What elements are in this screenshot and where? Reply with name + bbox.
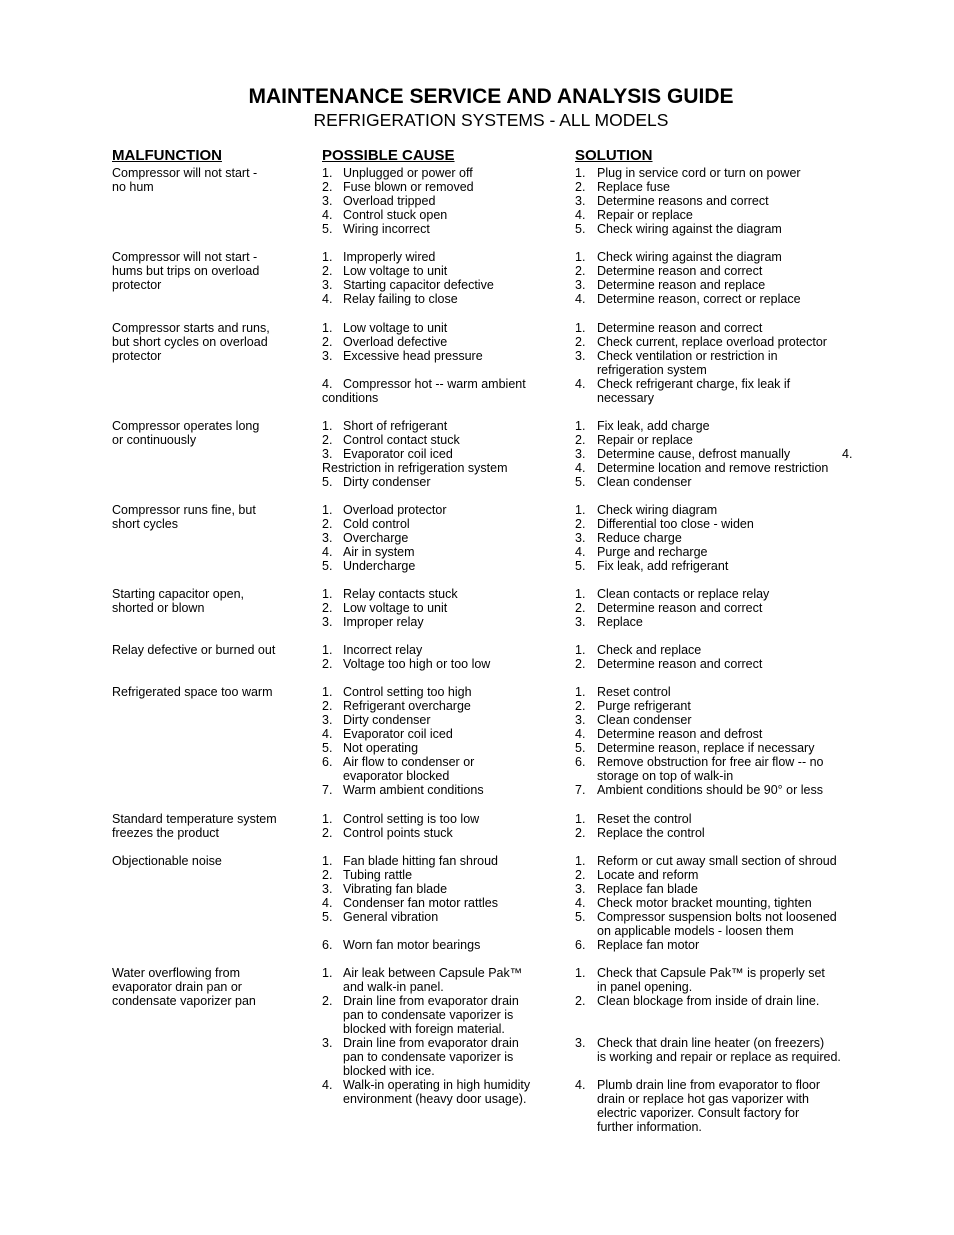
solution-text: Reform or cut away small section of shroud	[597, 854, 837, 868]
cause-number: 2.	[322, 657, 333, 671]
cause-number: 1.	[322, 587, 333, 601]
solution-header: SOLUTION	[575, 147, 653, 164]
solution-text: further information.	[597, 1120, 702, 1134]
cause-text: Condenser fan motor rattles	[343, 896, 498, 910]
malfunction-text: Compressor operates long	[112, 419, 260, 433]
cause-text: Walk-in operating in high humidity	[343, 1078, 531, 1092]
solution-text: Determine reason and correct	[597, 601, 763, 615]
malfunction-text: Objectionable noise	[112, 854, 222, 868]
cause-number: 2.	[322, 601, 333, 615]
cause-number: 5.	[322, 910, 333, 924]
cause-text: Overload tripped	[343, 194, 436, 208]
solution-number: 3.	[575, 349, 586, 363]
solution-text: Locate and reform	[597, 868, 699, 882]
cause-number: 5.	[322, 222, 333, 236]
solution-number: 1.	[575, 854, 586, 868]
cause-number: 3.	[322, 194, 333, 208]
cause-number: 6.	[322, 938, 333, 952]
cause-number: 3.	[322, 447, 333, 461]
cause-text: Voltage too high or too low	[343, 657, 491, 671]
cause-number: 2.	[322, 699, 333, 713]
cause-text: Air flow to condenser or	[343, 755, 475, 769]
solution-number: 1.	[575, 587, 586, 601]
cause-number: 1.	[322, 250, 333, 264]
malfunction-text: Compressor starts and runs,	[112, 321, 270, 335]
solution-text: Determine reasons and correct	[597, 194, 769, 208]
solution-text: necessary	[597, 391, 654, 405]
solution-text: Reset the control	[597, 812, 692, 826]
solution-number: 4.	[575, 461, 586, 475]
solution-text: Check ventilation or restriction in	[597, 349, 778, 363]
solution-number: 3.	[575, 882, 586, 896]
malfunction-text: protector	[112, 349, 162, 363]
cause-text: Overload defective	[343, 335, 448, 349]
solution-text: Repair or replace	[597, 433, 693, 447]
cause-text: Low voltage to unit	[343, 264, 448, 278]
cause-number: 1.	[322, 966, 333, 980]
cause-text: pan to condensate vaporizer is	[343, 1050, 514, 1064]
cause-text: Fuse blown or removed	[343, 180, 474, 194]
solution-number: 4.	[575, 896, 586, 910]
malfunction-text: protector	[112, 278, 162, 292]
cause-number: 1.	[322, 643, 333, 657]
malfunction-text: evaporator drain pan or	[112, 980, 242, 994]
solution-number: 1.	[575, 503, 586, 517]
solution-text: Plumb drain line from evaporator to floor	[597, 1078, 821, 1092]
solution-number: 3.	[575, 713, 586, 727]
cause-text: Starting capacitor defective	[343, 278, 494, 292]
cause-text: Control contact stuck	[343, 433, 460, 447]
solution-number: 4.	[575, 727, 586, 741]
solution-number: 3.	[575, 278, 586, 292]
cause-text: Compressor hot -- warm ambient	[343, 377, 526, 391]
solution-text: Determine cause, defrost manually	[597, 447, 791, 461]
solution-number: 4.	[575, 377, 586, 391]
malfunction-text: Water overflowing from	[112, 966, 241, 980]
solution-number: 5.	[575, 222, 586, 236]
cause-text: Relay failing to close	[343, 292, 458, 306]
stray-number: 4.	[842, 447, 853, 461]
solution-text: Determine reason and correct	[597, 264, 763, 278]
solution-text: Check and replace	[597, 643, 702, 657]
cause-text: Vibrating fan blade	[343, 882, 448, 896]
cause-number: 2.	[322, 264, 333, 278]
malfunction-text: no hum	[112, 180, 154, 194]
solution-text: Determine reason and defrost	[597, 727, 763, 741]
cause-number: 1.	[322, 419, 333, 433]
cause-number: 4.	[322, 208, 333, 222]
solution-number: 3.	[575, 1036, 586, 1050]
malfunction-header: MALFUNCTION	[112, 147, 222, 164]
solution-number: 1.	[575, 643, 586, 657]
solution-text: on applicable models - loosen them	[597, 924, 794, 938]
solution-text: Fix leak, add refrigerant	[597, 559, 729, 573]
solution-number: 3.	[575, 531, 586, 545]
cause-number: 4.	[322, 545, 333, 559]
solution-number: 2.	[575, 335, 586, 349]
cause-text: Incorrect relay	[343, 643, 423, 657]
solution-number: 2.	[575, 826, 586, 840]
cause-number: 3.	[322, 349, 333, 363]
solution-text: Determine location and remove restriction	[597, 461, 829, 475]
solution-text: Clean condenser	[597, 713, 692, 727]
solution-text: Reduce charge	[597, 531, 682, 545]
cause-text: Not operating	[343, 741, 419, 755]
solution-text: Check wiring against the diagram	[597, 250, 782, 264]
solution-text: Replace the control	[597, 826, 705, 840]
cause-text: Undercharge	[343, 559, 416, 573]
cause-number: 6.	[322, 755, 333, 769]
malfunction-text: Refrigerated space too warm	[112, 685, 273, 699]
cause-number: 3.	[322, 531, 333, 545]
solution-number: 1.	[575, 419, 586, 433]
solution-text: Clean blockage from inside of drain line.	[597, 994, 820, 1008]
solution-text: refrigeration system	[597, 363, 707, 377]
solution-text: Check wiring diagram	[597, 503, 718, 517]
malfunction-text: hums but trips on overload	[112, 264, 260, 278]
cause-number: 2.	[322, 868, 333, 882]
solution-number: 1.	[575, 321, 586, 335]
cause-number: 1.	[322, 321, 333, 335]
cause-number: 3.	[322, 615, 333, 629]
solution-text: Check that drain line heater (on freezers)	[597, 1036, 825, 1050]
solution-number: 2.	[575, 994, 586, 1008]
solution-number: 1.	[575, 812, 586, 826]
cause-text: Drain line from evaporator drain	[343, 994, 519, 1008]
cause-text: Fan blade hitting fan shroud	[343, 854, 498, 868]
solution-text: Check motor bracket mounting, tighten	[597, 896, 812, 910]
cause-text: Overcharge	[343, 531, 409, 545]
solution-text: Repair or replace	[597, 208, 693, 222]
solution-text: Check refrigerant charge, fix leak if	[597, 377, 791, 391]
cause-number: 5.	[322, 741, 333, 755]
solution-number: 2.	[575, 264, 586, 278]
cause-text: Wiring incorrect	[343, 222, 430, 236]
cause-text: Control setting is too low	[343, 812, 480, 826]
malfunction-text: short cycles	[112, 517, 178, 531]
cause-number: 1.	[322, 812, 333, 826]
malfunction-text: Standard temperature system	[112, 812, 277, 826]
cause-text: Improperly wired	[343, 250, 436, 264]
cause-text: conditions	[322, 391, 379, 405]
solution-text: Purge and recharge	[597, 545, 708, 559]
cause-number: 2.	[322, 826, 333, 840]
solution-text: Determine reason and correct	[597, 657, 763, 671]
cause-text: Dirty condenser	[343, 475, 431, 489]
solution-number: 3.	[575, 615, 586, 629]
malfunction-text: Starting capacitor open,	[112, 587, 245, 601]
solution-text: Check current, replace overload protector	[597, 335, 827, 349]
cause-text: Worn fan motor bearings	[343, 938, 481, 952]
solution-number: 1.	[575, 685, 586, 699]
solution-text: Remove obstruction for free air flow -- no	[597, 755, 824, 769]
cause-text: Control points stuck	[343, 826, 453, 840]
cause-text: Cold control	[343, 517, 410, 531]
cause-number: 5.	[322, 559, 333, 573]
malfunction-text: condensate vaporizer pan	[112, 994, 256, 1008]
cause-text: blocked with ice.	[343, 1064, 435, 1078]
malfunction-text: freezes the product	[112, 826, 220, 840]
cause-text: environment (heavy door usage).	[343, 1092, 527, 1106]
cause-number: 1.	[322, 166, 333, 180]
cause-number: 1.	[322, 685, 333, 699]
cause-number: 1.	[322, 854, 333, 868]
possible-cause-header: POSSIBLE CAUSE	[322, 147, 455, 164]
solution-text: Determine reason and replace	[597, 278, 766, 292]
solution-number: 3.	[575, 194, 586, 208]
cause-number: 2.	[322, 433, 333, 447]
cause-text: Unplugged or power off	[343, 166, 473, 180]
cause-text: Dirty condenser	[343, 713, 431, 727]
cause-text: and walk-in panel.	[343, 980, 444, 994]
page-title: MAINTENANCE SERVICE AND ANALYSIS GUIDE	[248, 85, 734, 108]
solution-number: 4.	[575, 208, 586, 222]
solution-text: electric vaporizer. Consult factory for	[597, 1106, 800, 1120]
solution-text: Compressor suspension bolts not loosened	[597, 910, 837, 924]
solution-number: 5.	[575, 475, 586, 489]
solution-text: storage on top of walk-in	[597, 769, 734, 783]
solution-text: Reset control	[597, 685, 671, 699]
solution-number: 5.	[575, 910, 586, 924]
cause-number: 3.	[322, 1036, 333, 1050]
malfunction-text: or continuously	[112, 433, 197, 447]
cause-text: Refrigerant overcharge	[343, 699, 471, 713]
solution-number: 5.	[575, 559, 586, 573]
solution-number: 5.	[575, 741, 586, 755]
solution-number: 2.	[575, 517, 586, 531]
page-subtitle: REFRIGERATION SYSTEMS - ALL MODELS	[313, 110, 669, 130]
cause-text: evaporator blocked	[343, 769, 450, 783]
cause-number: 2.	[322, 180, 333, 194]
solution-text: Clean condenser	[597, 475, 692, 489]
solution-text: Replace fan blade	[597, 882, 698, 896]
solution-text: Replace fuse	[597, 180, 670, 194]
solution-text: Plug in service cord or turn on power	[597, 166, 801, 180]
malfunction-text: Compressor will not start -	[112, 166, 258, 180]
solution-text: Determine reason, correct or replace	[597, 292, 801, 306]
solution-text: Determine reason, replace if necessary	[597, 741, 815, 755]
solution-text: drain or replace hot gas vaporizer with	[597, 1092, 809, 1106]
cause-text: Control setting too high	[343, 685, 472, 699]
cause-number: 3.	[322, 713, 333, 727]
solution-number: 4.	[575, 1078, 586, 1092]
cause-text: Restriction in refrigeration system	[322, 461, 508, 475]
cause-number: 2.	[322, 517, 333, 531]
solution-number: 4.	[575, 545, 586, 559]
solution-text: Fix leak, add charge	[597, 419, 710, 433]
cause-number: 3.	[322, 882, 333, 896]
cause-text: Improper relay	[343, 615, 424, 629]
cause-text: Overload protector	[343, 503, 447, 517]
solution-number: 2.	[575, 868, 586, 882]
solution-text: is working and repair or replace as required.	[597, 1050, 841, 1064]
solution-number: 7.	[575, 783, 586, 797]
cause-number: 3.	[322, 278, 333, 292]
cause-text: blocked with foreign material.	[343, 1022, 505, 1036]
cause-number: 2.	[322, 335, 333, 349]
malfunction-text: Compressor runs fine, but	[112, 503, 256, 517]
cause-text: General vibration	[343, 910, 439, 924]
malfunction-text: Relay defective or burned out	[112, 643, 276, 657]
solution-number: 2.	[575, 433, 586, 447]
cause-number: 4.	[322, 292, 333, 306]
cause-number: 4.	[322, 727, 333, 741]
cause-number: 1.	[322, 503, 333, 517]
cause-number: 5.	[322, 475, 333, 489]
solution-number: 2.	[575, 601, 586, 615]
solution-number: 2.	[575, 699, 586, 713]
solution-text: Ambient conditions should be 90° or less	[597, 783, 823, 797]
cause-text: pan to condensate vaporizer is	[343, 1008, 514, 1022]
solution-text: Check wiring against the diagram	[597, 222, 782, 236]
cause-number: 4.	[322, 377, 333, 391]
solution-number: 1.	[575, 166, 586, 180]
solution-text: in panel opening.	[597, 980, 693, 994]
cause-text: Low voltage to unit	[343, 321, 448, 335]
cause-number: 4.	[322, 1078, 333, 1092]
cause-number: 7.	[322, 783, 333, 797]
cause-text: Tubing rattle	[343, 868, 413, 882]
cause-text: Excessive head pressure	[343, 349, 483, 363]
solution-text: Differential too close - widen	[597, 517, 754, 531]
malfunction-text: shorted or blown	[112, 601, 205, 615]
cause-number: 2.	[322, 994, 333, 1008]
solution-text: Check that Capsule Pak™ is properly set	[597, 966, 825, 980]
solution-number: 4.	[575, 292, 586, 306]
solution-text: Purge refrigerant	[597, 699, 691, 713]
cause-number: 4.	[322, 896, 333, 910]
cause-text: Low voltage to unit	[343, 601, 448, 615]
solution-text: Clean contacts or replace relay	[597, 587, 770, 601]
solution-text: Replace	[597, 615, 643, 629]
solution-number: 6.	[575, 755, 586, 769]
cause-text: Evaporator coil iced	[343, 447, 453, 461]
cause-text: Warm ambient conditions	[343, 783, 484, 797]
solution-text: Replace fan motor	[597, 938, 700, 952]
solution-number: 6.	[575, 938, 586, 952]
cause-text: Air in system	[343, 545, 415, 559]
solution-number: 1.	[575, 250, 586, 264]
cause-text: Drain line from evaporator drain	[343, 1036, 519, 1050]
cause-text: Evaporator coil iced	[343, 727, 453, 741]
cause-text: Control stuck open	[343, 208, 448, 222]
solution-number: 1.	[575, 966, 586, 980]
solution-number: 2.	[575, 180, 586, 194]
solution-number: 2.	[575, 657, 586, 671]
solution-number: 3.	[575, 447, 586, 461]
cause-text: Relay contacts stuck	[343, 587, 458, 601]
cause-text: Short of refrigerant	[343, 419, 448, 433]
malfunction-text: Compressor will not start -	[112, 250, 258, 264]
cause-text: Air leak between Capsule Pak™	[343, 966, 523, 980]
malfunction-text: but short cycles on overload	[112, 335, 268, 349]
solution-text: Determine reason and correct	[597, 321, 763, 335]
